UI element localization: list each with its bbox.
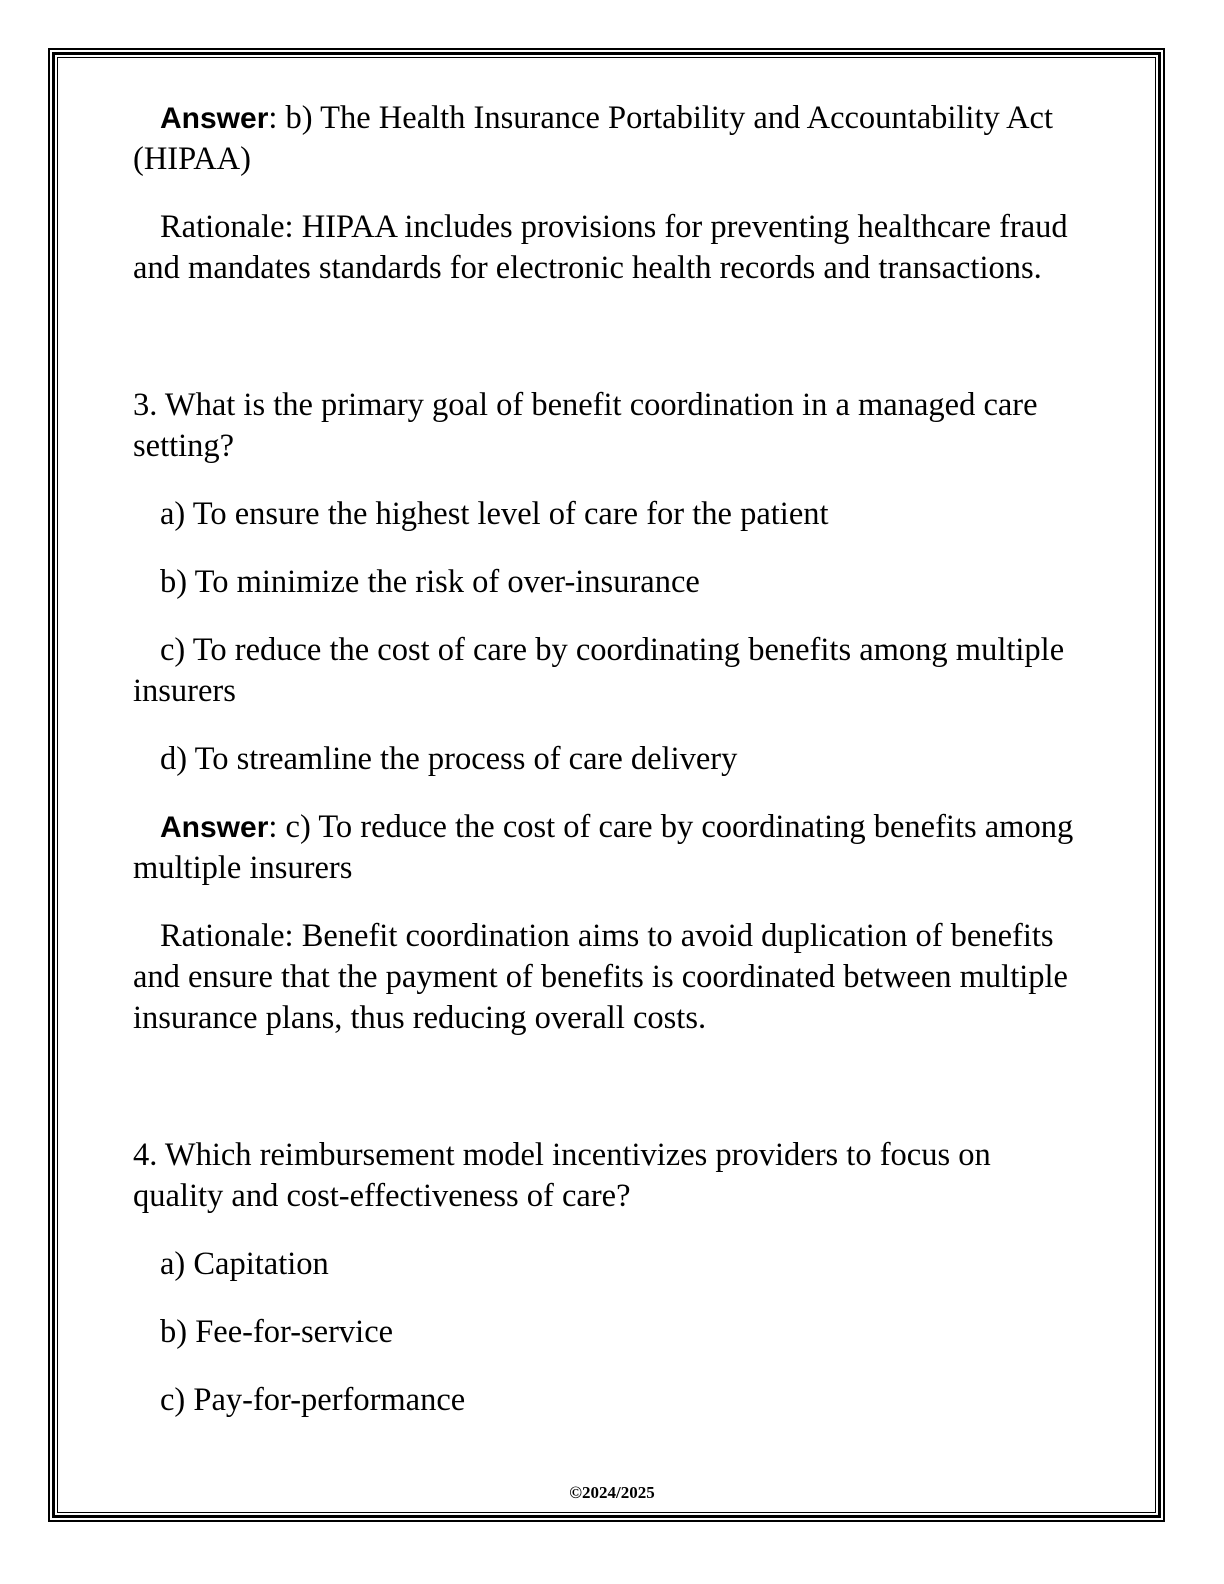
q3-option-d: d) To streamline the process of care delivery: [160, 741, 738, 777]
rationale-q2: Rationale: HIPAA includes provisions for preventing healthcare fraud and mandates standards for electronic health records and transactions.: [133, 209, 1068, 286]
copyright-footer: ©2024/2025: [569, 1483, 655, 1502]
q4-option-a: a) Capitation: [160, 1246, 329, 1282]
answer-q3: [133, 807, 1083, 889]
answer-q2: [133, 98, 1083, 180]
spacer: [133, 316, 1083, 385]
q4-option-c: c) Pay-for-performance: [160, 1382, 466, 1418]
q3-option-b: b) To minimize the risk of over-insurance: [160, 564, 700, 600]
document-content: [133, 98, 1083, 1448]
spacer: [133, 1066, 1083, 1135]
q4-option-b: b) Fee-for-service: [160, 1314, 394, 1350]
answer-label: Answer: [160, 102, 269, 135]
rationale-q3: Rationale: Benefit coordination aims to avoid duplication of benefits and ensure that the payment of benefits is coordinated between multiple insurance plans, thus reducing overall costs.: [133, 918, 1068, 1036]
question-4: 4. Which reimbursement model incentivizes providers to focus on quality and cost-effectiveness of care?: [133, 1137, 991, 1214]
answer-text: : c) To reduce the cost of care by coordinating benefits among multiple insurers: [133, 809, 1074, 886]
answer-label: Answer: [160, 811, 269, 844]
q3-option-c: c) To reduce the cost of care by coordinating benefits among multiple insurers: [133, 632, 1065, 709]
answer-text: : b) The Health Insurance Portability and Accountability Act (HIPAA): [133, 100, 1053, 177]
question-3: 3. What is the primary goal of benefit coordination in a managed care setting?: [133, 387, 1038, 464]
q3-option-a: a) To ensure the highest level of care for the patient: [160, 496, 829, 532]
